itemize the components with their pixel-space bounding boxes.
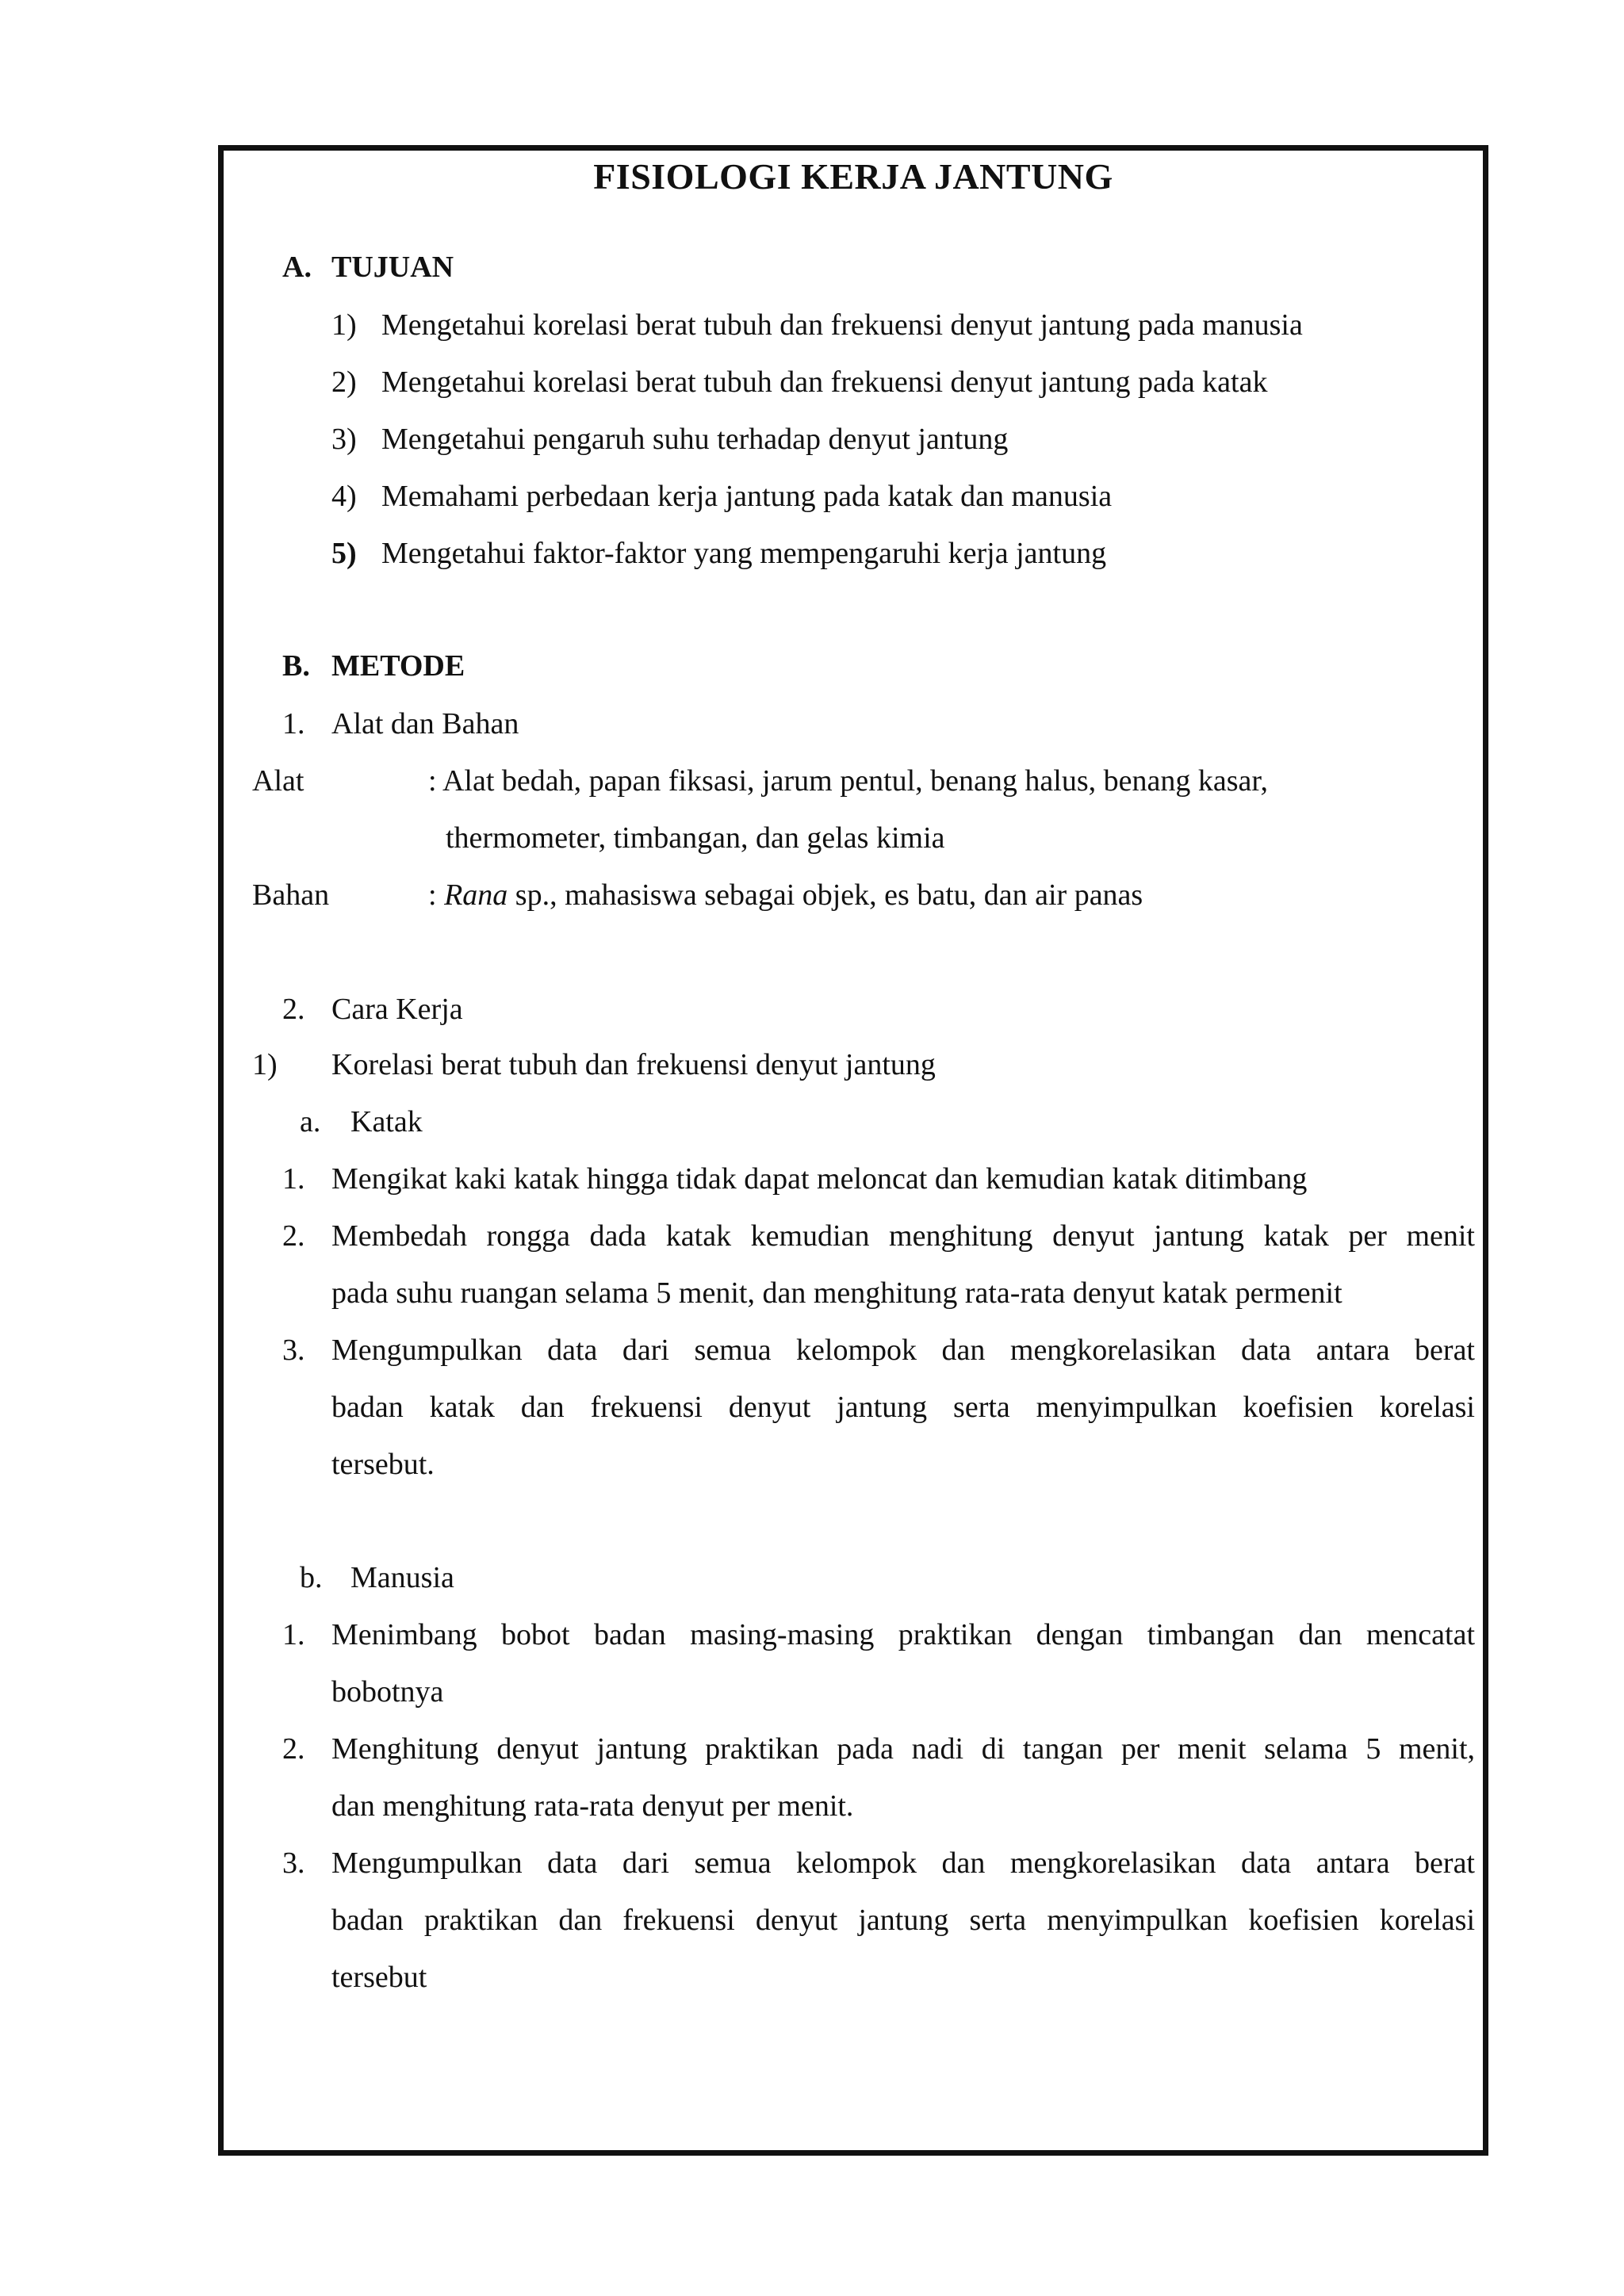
tujuan-item-4: Memahami perbedaan kerja jantung pada katak dan manusia (381, 480, 1113, 513)
tujuan-num-5: 5) (331, 537, 357, 570)
manusia-num-3: 3. (282, 1846, 305, 1880)
manusia-label: Manusia (350, 1561, 454, 1594)
bahan-prefix: : (428, 878, 445, 912)
katak-item-2-line-2: pada suhu ruangan selama 5 menit, dan menghitung rata-rata denyut katak permenit (331, 1276, 1342, 1310)
katak-marker: a. (300, 1105, 321, 1138)
manusia-num-1: 1. (282, 1618, 305, 1651)
section-a-heading: TUJUAN (331, 251, 454, 284)
katak-item-2-line-1: Membedah rongga dada katak kemudian menghitung denyut jantung katak per menit (331, 1219, 1475, 1253)
manusia-marker: b. (300, 1561, 323, 1594)
bahan-label: Bahan (252, 878, 330, 912)
tujuan-num-1: 1) (331, 308, 357, 342)
alat-line-1: : Alat bedah, papan fiksasi, jarum pentul, benang halus, benang kasar, (428, 764, 1269, 798)
manusia-item-1-line-1: Menimbang bobot badan masing-masing praktikan dengan timbangan dan mencatat (331, 1618, 1475, 1651)
step1-title: Korelasi berat tubuh dan frekuensi denyut jantung (331, 1048, 936, 1081)
manusia-item-3-line-1: Mengumpulkan data dari semua kelompok dan mengkorelasikan data antara berat (331, 1846, 1475, 1880)
tujuan-item-5: Mengetahui faktor-faktor yang mempengaruhi kerja jantung (381, 537, 1107, 570)
metode-sub2-title: Cara Kerja (331, 993, 463, 1026)
katak-label: Katak (350, 1105, 423, 1138)
manusia-item-3-line-2: badan praktikan dan frekuensi denyut jantung serta menyimpulkan koefisien korelasi (331, 1904, 1475, 1937)
metode-sub1-num: 1. (282, 707, 305, 740)
alat-line-2: thermometer, timbangan, dan gelas kimia (446, 821, 945, 855)
tujuan-num-3: 3) (331, 423, 357, 456)
section-b-heading: METODE (331, 649, 465, 683)
bahan-rest: sp., mahasiswa sebagai objek, es batu, dan air panas (508, 878, 1143, 912)
tujuan-num-4: 4) (331, 480, 357, 513)
katak-item-3-line-1: Mengumpulkan data dari semua kelompok dan mengkorelasikan data antara berat (331, 1334, 1475, 1367)
katak-item-3-line-2: badan katak dan frekuensi denyut jantung serta menyimpulkan koefisien korelasi (331, 1391, 1475, 1424)
tujuan-item-1: Mengetahui korelasi berat tubuh dan frekuensi denyut jantung pada manusia (381, 308, 1303, 342)
tujuan-item-2: Mengetahui korelasi berat tubuh dan frekuensi denyut jantung pada katak (381, 365, 1268, 399)
tujuan-item-3: Mengetahui pengaruh suhu terhadap denyut jantung (381, 423, 1009, 456)
manusia-item-1-line-2: bobotnya (331, 1675, 444, 1709)
bahan-italic-genus: Rana (444, 878, 508, 912)
katak-item-3-line-3: tersebut. (331, 1448, 435, 1481)
katak-item-1-line-1: Mengikat kaki katak hingga tidak dapat meloncat dan kemudian katak ditimbang (331, 1162, 1308, 1196)
manusia-item-3-line-3: tersebut (331, 1961, 427, 1994)
manusia-num-2: 2. (282, 1732, 305, 1766)
alat-label: Alat (252, 764, 304, 798)
metode-sub1-title: Alat dan Bahan (331, 707, 519, 740)
section-b-marker: B. (282, 649, 310, 683)
page-title: FISIOLOGI KERJA JANTUNG (593, 156, 1113, 197)
section-a-marker: A. (282, 251, 312, 284)
bahan-line (428, 880, 1143, 910)
manusia-item-2-line-2: dan menghitung rata-rata denyut per menit. (331, 1789, 854, 1823)
katak-num-3: 3. (282, 1334, 305, 1367)
step1-num: 1) (252, 1048, 278, 1081)
manusia-item-2-line-1: Menghitung denyut jantung praktikan pada nadi di tangan per menit selama 5 menit, (331, 1732, 1475, 1766)
metode-sub2-num: 2. (282, 993, 305, 1026)
katak-num-2: 2. (282, 1219, 305, 1253)
tujuan-num-2: 2) (331, 365, 357, 399)
katak-num-1: 1. (282, 1162, 305, 1196)
